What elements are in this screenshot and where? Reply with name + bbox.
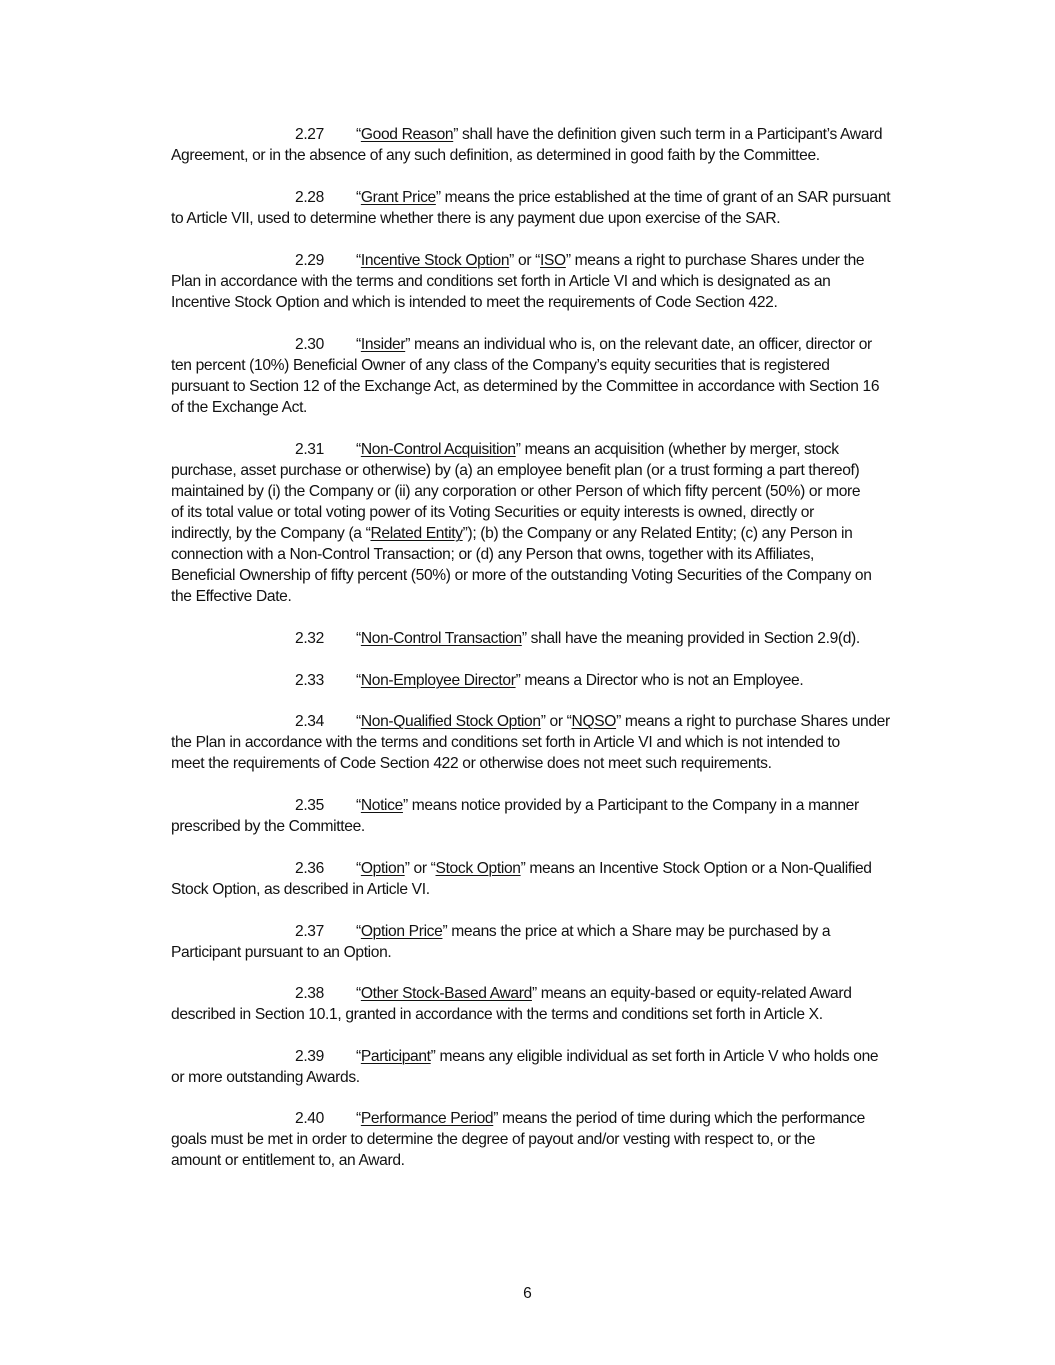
text-line <box>171 1129 941 1150</box>
defined-term: NQSO <box>571 713 617 730</box>
text-line <box>171 858 941 879</box>
text-run: ” means a right to purchase Shares under <box>616 713 890 730</box>
text-line <box>171 397 941 418</box>
section-number: 2.30 <box>295 336 324 353</box>
defined-term: ISO <box>540 252 566 269</box>
text-line <box>171 711 941 732</box>
text-run: maintained by (i) the Company or (ii) any corporation or other Person of which fifty percent (50%) or more <box>171 483 861 500</box>
text-line <box>171 795 941 816</box>
text-line <box>171 187 941 208</box>
text-line <box>171 1046 941 1067</box>
text-run: “ <box>356 1110 361 1127</box>
text-run: “ <box>356 189 361 206</box>
text-run: ” shall have the meaning provided in Section 2.9(d). <box>521 630 860 647</box>
defined-term: Option <box>360 860 405 877</box>
definition-paragraph <box>171 795 941 837</box>
text-run: “ <box>356 126 361 143</box>
text-line <box>171 250 941 271</box>
text-run: “ <box>356 672 361 689</box>
text-run: Beneficial Ownership of fifty percent (50%) or more of the outstanding Voting Securities of the Company on <box>171 567 872 584</box>
text-run: or more outstanding Awards. <box>171 1069 360 1086</box>
definition-paragraph <box>171 250 941 313</box>
section-number: 2.35 <box>295 797 324 814</box>
text-line <box>171 376 941 397</box>
section-number: 2.37 <box>295 923 324 940</box>
text-run: ” means the price established at the time of grant of an SAR pursuant <box>435 189 891 206</box>
section-number: 2.33 <box>295 672 324 689</box>
definition-paragraph <box>171 187 941 229</box>
text-run: to Article VII, used to determine whether there is any payment due upon exercise of the SAR. <box>171 210 781 227</box>
text-line <box>171 1067 941 1088</box>
text-run: Incentive Stock Option and which is intended to meet the requirements of Code Section 422. <box>171 294 778 311</box>
defined-term: Performance Period <box>360 1110 494 1127</box>
text-run: “ <box>356 630 361 647</box>
text-run: ” means notice provided by a Participant to the Company in a manner <box>402 797 859 814</box>
text-line <box>171 1004 941 1025</box>
definition-paragraph <box>171 1108 941 1171</box>
text-line <box>171 355 941 376</box>
section-number: 2.29 <box>295 252 324 269</box>
text-line <box>171 670 941 691</box>
page-number: 6 <box>523 1285 532 1302</box>
text-line <box>171 439 941 460</box>
text-run: ” means the price at which a Share may be purchased by a <box>442 923 831 940</box>
definition-paragraph <box>171 670 941 691</box>
text-run: ” means a right to purchase Shares under the <box>565 252 865 269</box>
definition-paragraph <box>171 439 941 607</box>
text-run: “ <box>356 797 361 814</box>
text-line <box>171 145 941 166</box>
text-line <box>171 208 941 229</box>
text-run: “ <box>356 252 361 269</box>
text-run: of the Exchange Act. <box>171 399 308 416</box>
defined-term: Other Stock-Based Award <box>360 985 532 1002</box>
text-line <box>171 816 941 837</box>
definition-paragraph <box>171 983 941 1025</box>
text-run: ” means an acquisition (whether by merger, stock <box>515 441 839 458</box>
section-number: 2.28 <box>295 189 324 206</box>
text-run: purchase, asset purchase or otherwise) by (a) an employee benefit plan (or a trust forming a part thereof) <box>171 462 860 479</box>
text-line <box>171 879 941 900</box>
text-run: ” shall have the definition given such term in a Participant’s Award <box>453 126 883 143</box>
defined-term: Non-Control Acquisition <box>360 441 516 458</box>
text-run: meet the requirements of Code Section 422 or otherwise does not meet such requirements. <box>171 755 772 772</box>
text-run: the Effective Date. <box>171 588 292 605</box>
section-number: 2.40 <box>295 1110 324 1127</box>
text-line <box>171 921 941 942</box>
text-line <box>171 334 941 355</box>
defined-term: Non-Employee Director <box>360 672 516 689</box>
text-run: ” or “ <box>509 252 540 269</box>
definition-paragraph <box>171 711 941 774</box>
text-line <box>171 565 941 586</box>
text-run: prescribed by the Committee. <box>171 818 365 835</box>
text-line <box>171 1150 941 1171</box>
text-run: ”); (b) the Company or any Related Entity; (c) any Person in <box>462 525 853 542</box>
section-number: 2.39 <box>295 1048 324 1065</box>
defined-term: Grant Price <box>360 189 436 206</box>
section-number: 2.36 <box>295 860 324 877</box>
text-run: ” or “ <box>540 713 572 730</box>
text-run: Stock Option, as described in Article VI. <box>171 881 430 898</box>
definition-paragraph <box>171 1046 941 1088</box>
text-run: ” means the period of time during which the performance <box>493 1110 865 1127</box>
text-run: goals must be met in order to determine the degree of payout and/or vesting with respect to, or the <box>171 1131 816 1148</box>
text-run: connection with a Non-Control Transaction; or (d) any Person that owns, together with its Affiliates, <box>171 546 815 563</box>
defined-term: Participant <box>360 1048 431 1065</box>
text-line <box>171 502 941 523</box>
section-number: 2.27 <box>295 126 324 143</box>
section-number: 2.31 <box>295 441 324 458</box>
text-run: “ <box>356 1048 361 1065</box>
text-line <box>171 753 941 774</box>
text-line <box>171 544 941 565</box>
defined-term: Option Price <box>360 923 443 940</box>
defined-term: Insider <box>360 336 406 353</box>
text-run: of its total value or total voting power of its Voting Securities or equity interests is owned, directly or <box>171 504 814 521</box>
text-line <box>171 460 941 481</box>
defined-term: Good Reason <box>360 126 454 143</box>
section-number: 2.38 <box>295 985 324 1002</box>
definition-paragraph <box>171 921 941 963</box>
text-run: “ <box>356 336 361 353</box>
text-run: described in Section 10.1, granted in accordance with the terms and conditions set forth in Article X. <box>171 1006 823 1023</box>
definition-paragraph <box>171 858 941 900</box>
text-run: Plan in accordance with the terms and conditions set forth in Article VI and which is designated as an <box>171 273 831 290</box>
text-run: “ <box>356 713 361 730</box>
text-run: Agreement, or in the absence of any such definition, as determined in good faith by the Committee. <box>171 147 820 164</box>
text-line <box>171 481 941 502</box>
text-run: “ <box>356 860 361 877</box>
section-number: 2.32 <box>295 630 324 647</box>
text-run: ” means any eligible individual as set forth in Article V who holds one <box>430 1048 879 1065</box>
text-run: Participant pursuant to an Option. <box>171 944 392 961</box>
text-run: ten percent (10%) Beneficial Owner of any class of the Company’s equity securities that is registered <box>171 357 830 374</box>
text-run: ” means an equity-based or equity-related Award <box>531 985 852 1002</box>
defined-term: Incentive Stock Option <box>360 252 510 269</box>
text-run: the Plan in accordance with the terms and conditions set forth in Article VI and which is not intended to <box>171 734 840 751</box>
text-run: ” or “ <box>404 860 436 877</box>
text-run: ” means an Incentive Stock Option or a Non-Qualified <box>520 860 872 877</box>
defined-term: Non-Qualified Stock Option <box>360 713 541 730</box>
text-line <box>171 523 941 544</box>
defined-term: Non-Control Transaction <box>360 630 522 647</box>
text-line <box>171 271 941 292</box>
definition-paragraph <box>171 334 941 418</box>
text-run: “ <box>356 441 361 458</box>
text-run: amount or entitlement to, an Award. <box>171 1152 405 1169</box>
text-line <box>171 732 941 753</box>
text-line <box>171 1108 941 1129</box>
definition-paragraph <box>171 124 941 166</box>
text-line <box>171 124 941 145</box>
text-run: ” means an individual who is, on the relevant date, an officer, director or <box>405 336 872 353</box>
text-run: ” means a Director who is not an Employee. <box>515 672 804 689</box>
text-run: indirectly, by the Company (a “ <box>171 525 371 542</box>
text-line <box>171 942 941 963</box>
defined-term: Notice <box>360 797 403 814</box>
definition-paragraph <box>171 628 941 649</box>
defined-term: Stock Option <box>435 860 521 877</box>
text-run: pursuant to Section 12 of the Exchange Act, as determined by the Committee in accordance with Section 16 <box>171 378 880 395</box>
text-run: “ <box>356 985 361 1002</box>
text-run: “ <box>356 923 361 940</box>
defined-term: Related Entity <box>370 525 463 542</box>
text-line <box>171 586 941 607</box>
text-line <box>171 292 941 313</box>
text-line <box>171 628 941 649</box>
section-number: 2.34 <box>295 713 324 730</box>
text-line <box>171 983 941 1004</box>
